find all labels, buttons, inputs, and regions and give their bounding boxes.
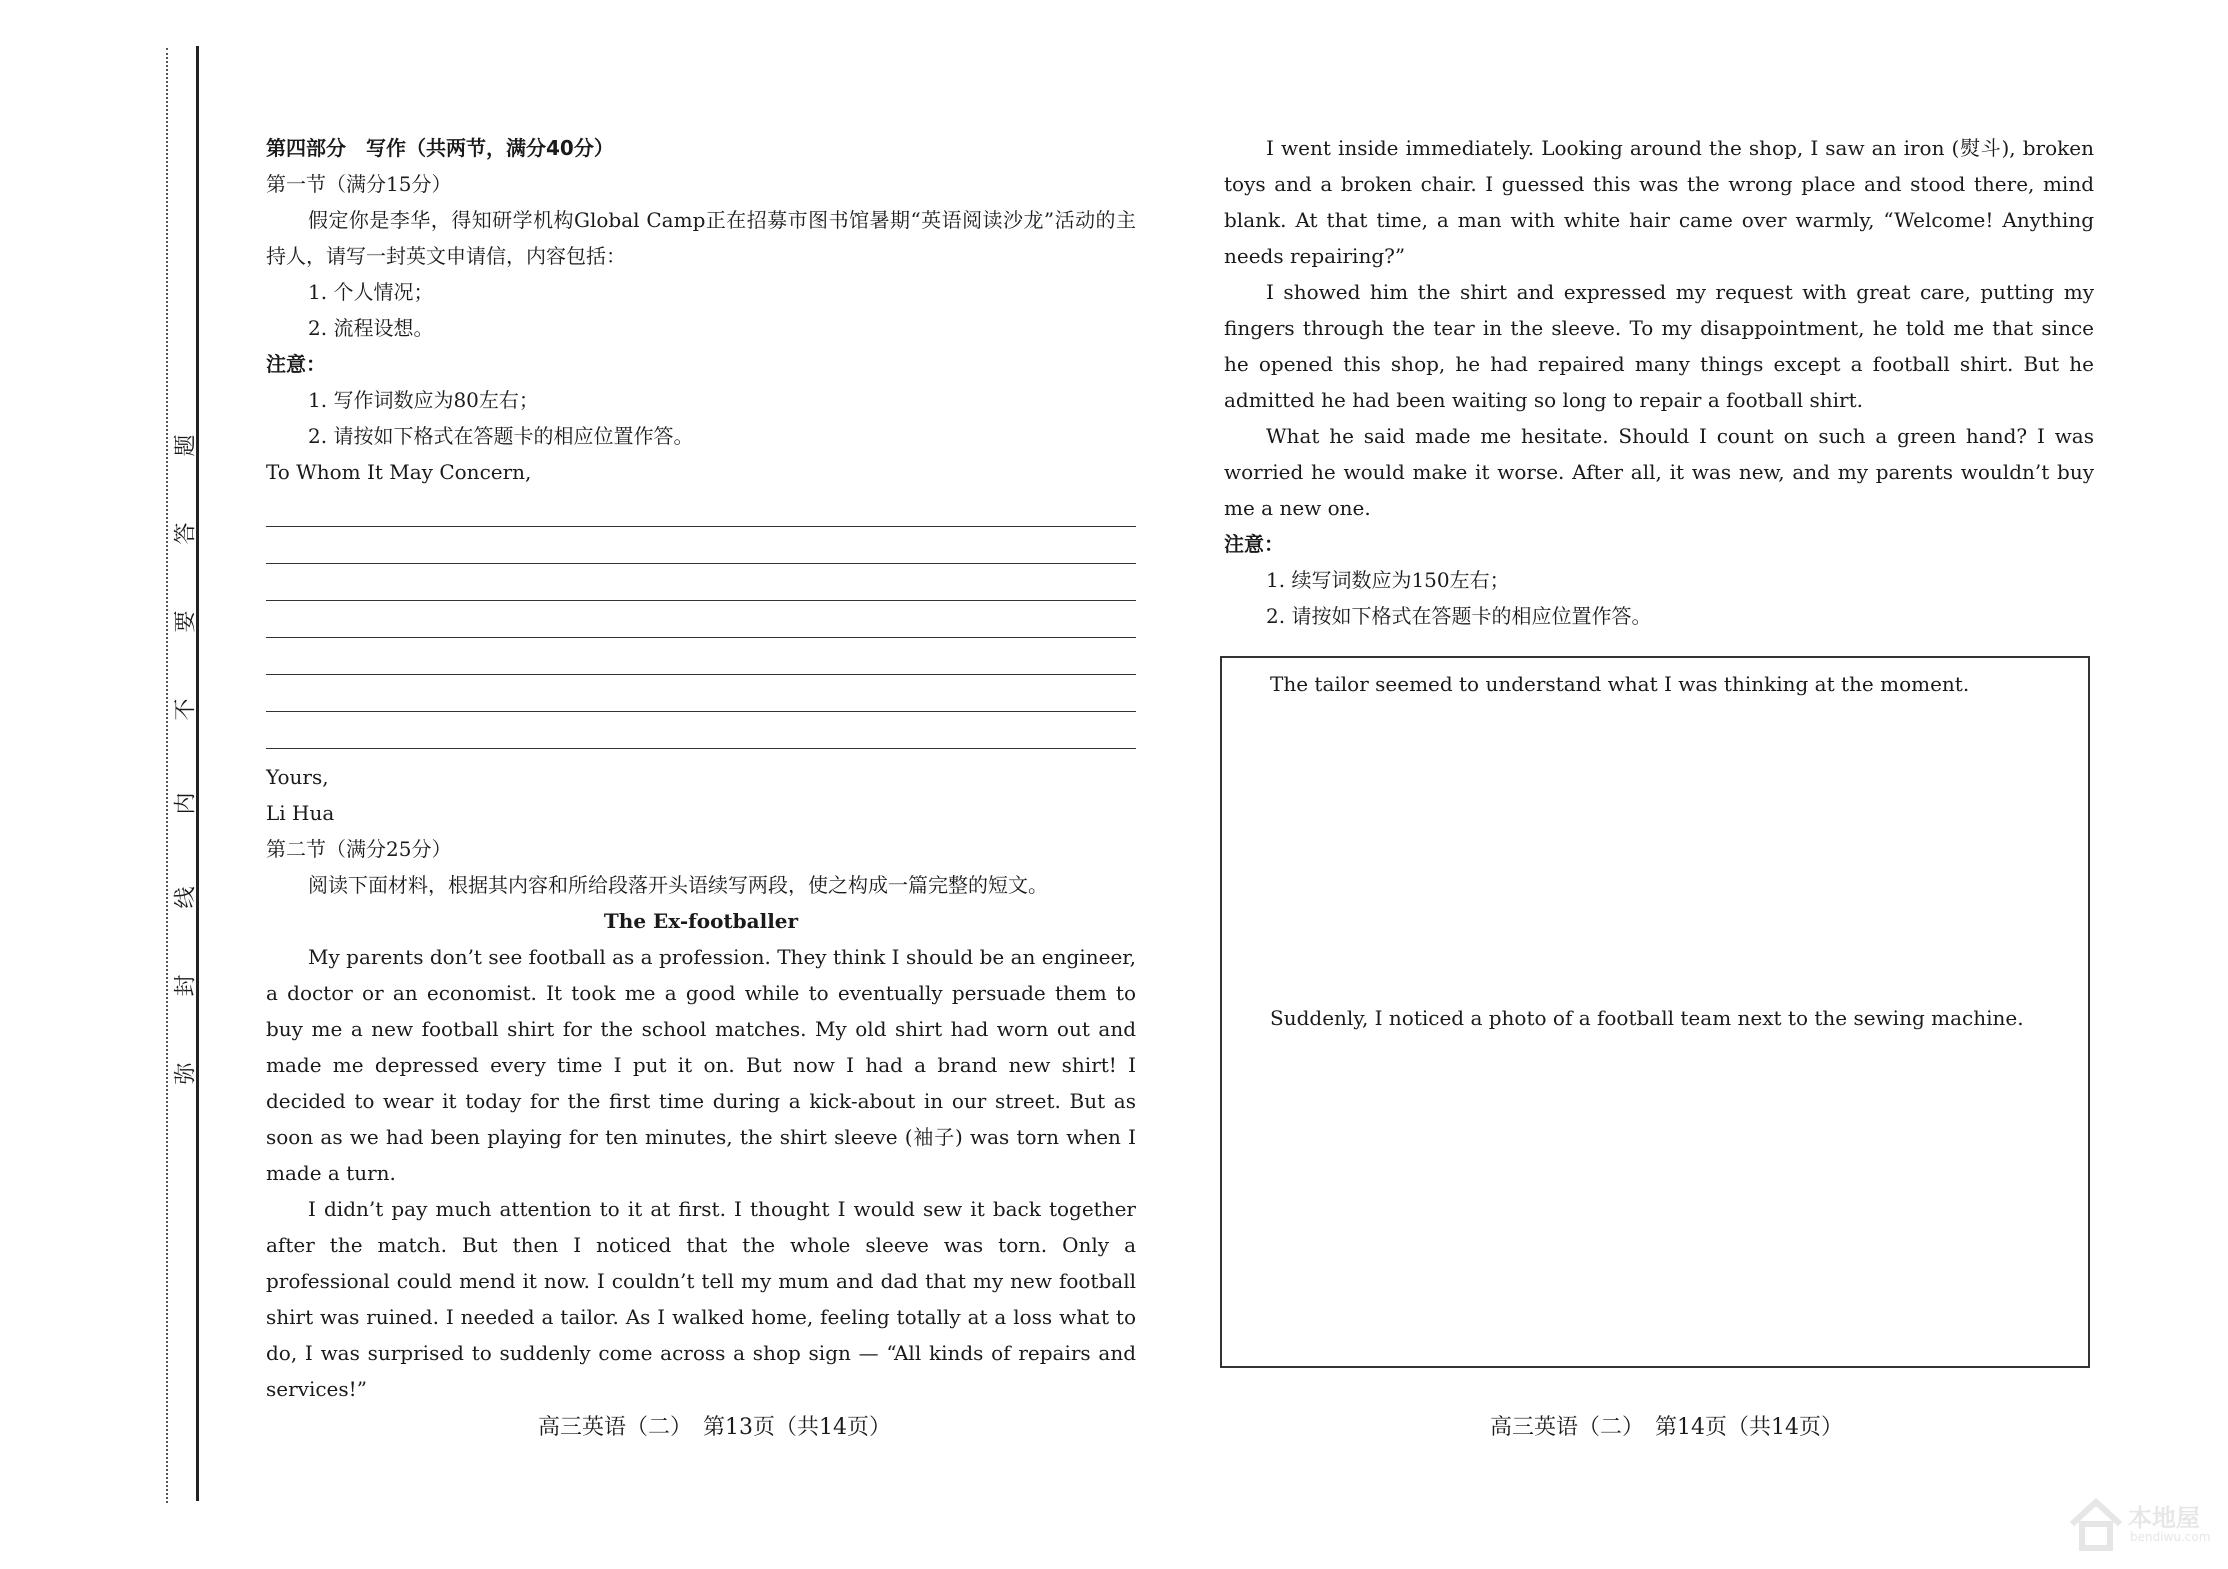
right-page bbox=[1224, 130, 2094, 634]
binding-char: 弥 bbox=[173, 1062, 199, 1085]
part2-instruction: 阅读下面材料，根据其内容和所给段落开头语续写两段，使之构成一篇完整的短文。 bbox=[308, 873, 1048, 897]
binding-margin-text bbox=[166, 430, 202, 1120]
binding-char: 不 bbox=[173, 698, 199, 721]
writing-line[interactable] bbox=[266, 712, 1136, 749]
paragraph-starter-2: Suddenly, I noticed a photo of a football team next to the sewing machine. bbox=[1270, 1006, 2024, 1030]
left-page-footer: 高三英语（二） 第13页（共14页） bbox=[538, 1415, 891, 1440]
watermark-text: 本地屋 bbox=[2128, 1504, 2200, 1532]
binding-char: 题 bbox=[173, 434, 199, 457]
writing-line[interactable] bbox=[266, 564, 1136, 601]
section-title: 第四部分 写作（共两节，满分40分） bbox=[266, 136, 614, 160]
binding-char: 答 bbox=[173, 522, 199, 545]
story-paragraph: I went inside immediately. Looking around the shop, I saw an iron (熨斗), broken toys and a broken chair. I guessed this was the wrong place and stood there, mind blank. At that time, a man with white hair came over warmly, “Welcome! Anything needs repairing?” bbox=[1224, 136, 2094, 268]
binding-char: 封 bbox=[173, 974, 199, 997]
part2-notes-label: 注意： bbox=[1224, 532, 1284, 556]
writing-line[interactable] bbox=[266, 601, 1136, 638]
letter-closing: Yours, bbox=[266, 765, 329, 789]
story-paragraph: My parents don’t see football as a profession. They think I should be an engineer, a doctor or an economist. It took me a good while to eventually persuade them to buy me a new football shirt for the school matches. My old shirt had worn out and made me depressed every time I put it on. But now I had a brand new shirt! I decided to wear it today for the first time during a kick-about in our street. But as soon as we had been playing for ten minutes, the shirt sleeve (袖子) was torn when I made a turn. bbox=[266, 945, 1136, 1185]
part1-heading: 第一节（满分15分） bbox=[266, 172, 452, 196]
house-logo-icon bbox=[2068, 1496, 2124, 1552]
part1-note: 2. 请按如下格式在答题卡的相应位置作答。 bbox=[308, 424, 694, 448]
part1-note: 1. 写作词数应为80左右； bbox=[308, 388, 539, 412]
continuation-answer-box[interactable] bbox=[1220, 656, 2090, 1368]
part2-heading: 第二节（满分25分） bbox=[266, 837, 452, 861]
letter-salutation: To Whom It May Concern, bbox=[266, 460, 532, 484]
part1-notes-label: 注意： bbox=[266, 352, 326, 376]
left-page bbox=[266, 130, 1136, 1407]
story-paragraph: What he said made me hesitate. Should I count on such a green hand? I was worried he would make it worse. After all, it was new, and my parents wouldn’t buy me a new one. bbox=[1224, 424, 2094, 520]
writing-line[interactable] bbox=[266, 638, 1136, 675]
part2-note: 2. 请按如下格式在答题卡的相应位置作答。 bbox=[1266, 604, 1652, 628]
part1-point: 1. 个人情况； bbox=[308, 280, 434, 304]
writing-lines bbox=[266, 490, 1136, 749]
part1-prompt: 假定你是李华，得知研学机构Global Camp正在招募市图书馆暑期“英语阅读沙龙”活动的主持人，请写一封英文申请信，内容包括： bbox=[266, 208, 1136, 268]
binding-char: 内 bbox=[173, 792, 199, 815]
letter-signature: Li Hua bbox=[266, 801, 335, 825]
binding-char: 线 bbox=[173, 886, 199, 909]
part1-point: 2. 流程设想。 bbox=[308, 316, 434, 340]
writing-line[interactable] bbox=[266, 675, 1136, 712]
site-watermark bbox=[2068, 1496, 2218, 1556]
right-page-footer: 高三英语（二） 第14页（共14页） bbox=[1490, 1415, 1843, 1440]
binding-char: 要 bbox=[173, 610, 199, 633]
story-paragraph: I didn’t pay much attention to it at first. I thought I would sew it back together after the match. But then I noticed that the whole sleeve was torn. Only a professional could mend it now. I couldn’t tell my mum and dad that my new football shirt was ruined. I needed a tailor. As I walked home, feeling totally at a loss what to do, I was surprised to suddenly come across a shop sign — “All kinds of repairs and services!” bbox=[266, 1197, 1136, 1401]
paragraph-starter-1: The tailor seemed to understand what I was thinking at the moment. bbox=[1270, 672, 1970, 696]
story-paragraph: I showed him the shirt and expressed my request with great care, putting my fingers through the tear in the sleeve. To my disappointment, he told me that since he opened this shop, he had repaired many things except a football shirt. But he admitted he had been waiting so long to repair a football shirt. bbox=[1224, 280, 2094, 412]
writing-line[interactable] bbox=[266, 490, 1136, 527]
watermark-url: bendiwu.com bbox=[2130, 1530, 2211, 1544]
part2-note: 1. 续写词数应为150左右； bbox=[1266, 568, 1510, 592]
writing-line[interactable] bbox=[266, 527, 1136, 564]
story-title: The Ex-footballer bbox=[603, 909, 799, 933]
